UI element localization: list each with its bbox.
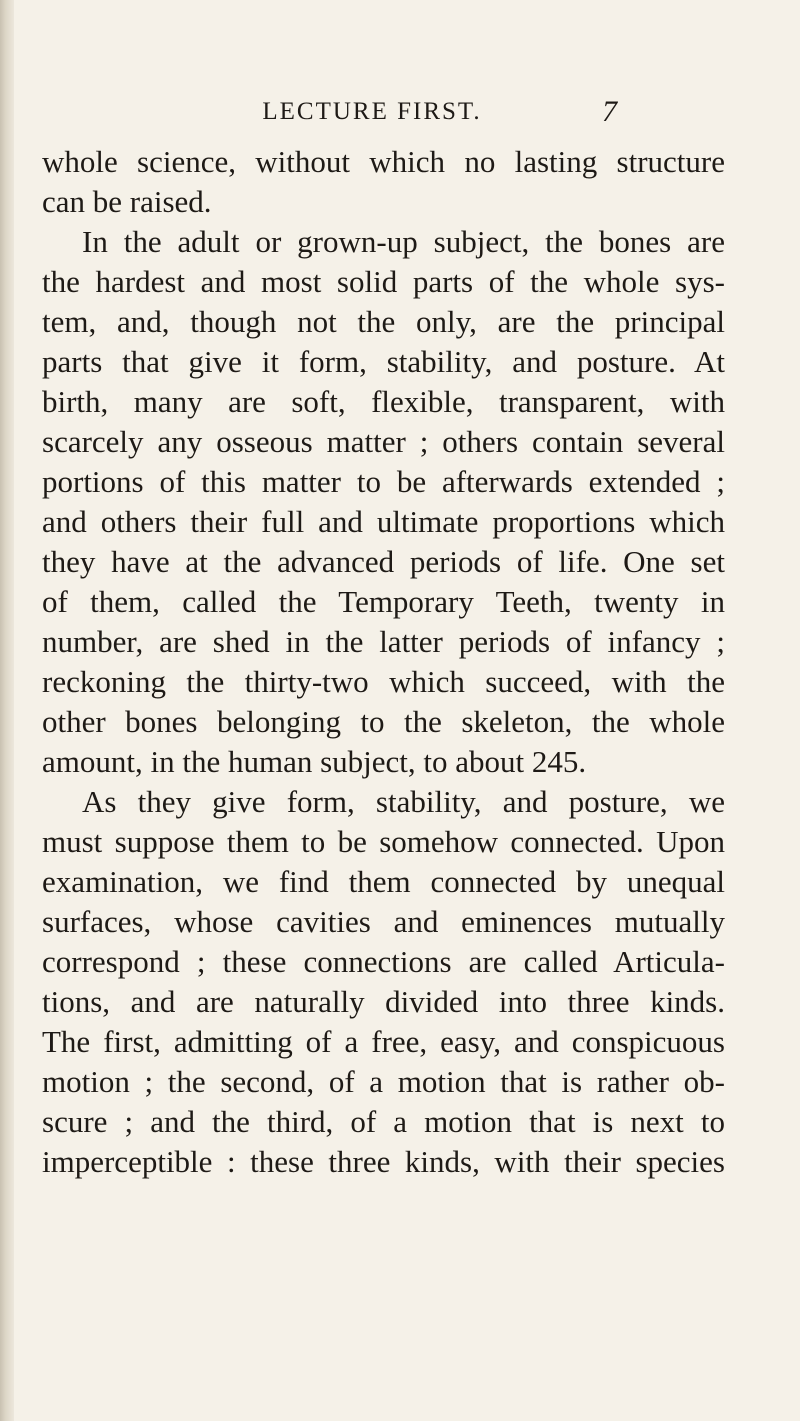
text-line: of them, called the Temporary Teeth, twenty in: [42, 584, 725, 619]
text-line: examination, we find them connected by unequal: [42, 864, 725, 899]
text-line: the hardest and most solid parts of the whole sys-: [42, 264, 725, 299]
text-line: number, are shed in the latter periods of infancy ;: [42, 624, 725, 659]
text-line: The first, admitting of a free, easy, and conspicuous: [42, 1024, 725, 1059]
text-line: scarcely any osseous matter ; others contain several: [42, 424, 725, 459]
text-line: can be raised.: [42, 184, 212, 219]
text-line: and others their full and ultimate proportions which: [42, 504, 725, 539]
text-line: correspond ; these connections are called Articula-: [42, 944, 725, 979]
text-line: birth, many are soft, flexible, transparent, with: [42, 384, 725, 419]
text-line: they have at the advanced periods of life. One set: [42, 544, 725, 579]
text-line: amount, in the human subject, to about 245.: [42, 744, 587, 779]
text-line: imperceptible : these three kinds, with their species: [42, 1144, 725, 1179]
text-line: As they give form, stability, and posture, we: [82, 784, 725, 819]
text-line: surfaces, whose cavities and eminences mutually: [42, 904, 725, 939]
text-line: tem, and, though not the only, are the principal: [42, 304, 725, 339]
binding-edge: [0, 0, 14, 1421]
text-line: other bones belonging to the skeleton, the whole: [42, 704, 725, 739]
page-number: 7: [602, 95, 617, 128]
text-line: motion ; the second, of a motion that is rather ob-: [42, 1064, 725, 1099]
text-line: whole science, without which no lasting structure: [42, 144, 725, 179]
running-head: [0, 92, 800, 132]
text-line: portions of this matter to be afterwards extended ;: [42, 464, 725, 499]
text-line: tions, and are naturally divided into three kinds.: [42, 984, 725, 1019]
text-line: reckoning the thirty-two which succeed, with the: [42, 664, 725, 699]
text-line: scure ; and the third, of a motion that is next to: [42, 1104, 725, 1139]
text-line: parts that give it form, stability, and posture. At: [42, 344, 725, 379]
text-line: must suppose them to be somehow connected. Upon: [42, 824, 725, 859]
text-line: In the adult or grown-up subject, the bones are: [82, 224, 725, 259]
running-head-title: LECTURE FIRST.: [262, 98, 482, 125]
